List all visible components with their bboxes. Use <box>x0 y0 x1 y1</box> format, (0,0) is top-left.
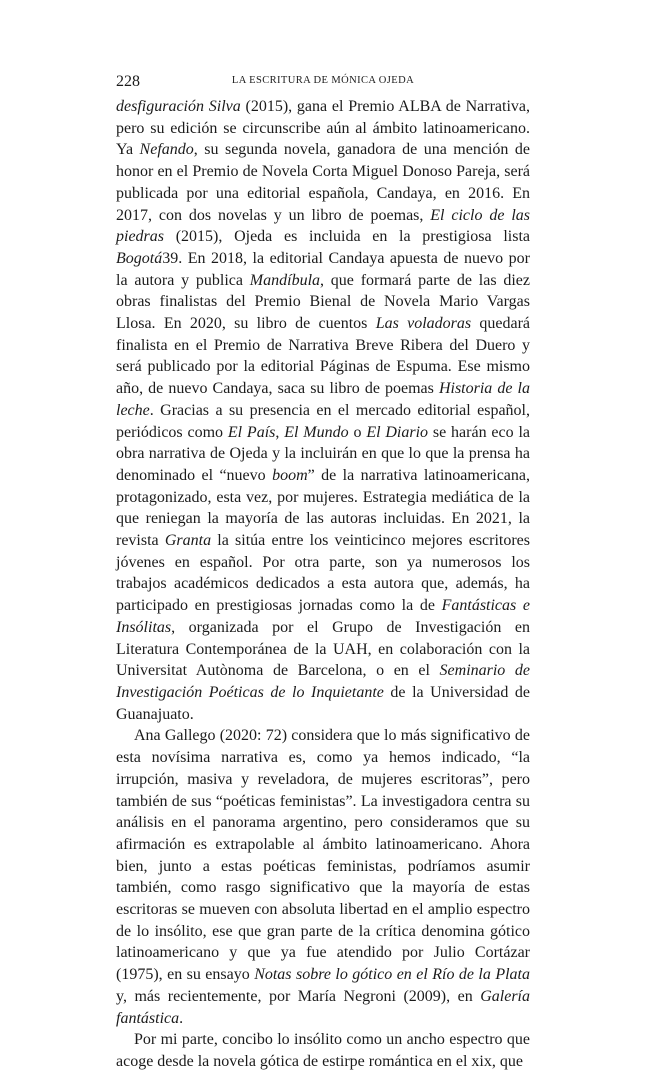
running-title: LA ESCRITURA DE MÓNICA OJEDA <box>231 75 415 86</box>
italic-run: Mandíbula <box>249 271 321 289</box>
text-run: Por mi parte, concibo lo insólito como un ancho espectro que acoge desde la novela gótica de estirpe romántica en el xix, que <box>116 1031 530 1070</box>
text-run: Ana Gallego (2020: 72) considera que lo más significativo de esta novísima narrativa es, como ya hemos indicado, “la irrupción, masiva y reveladora, de mujeres escritoras”, pero también de sus “poéticas feministas”. La investigadora centra su análisis en el panorama argentino, pero consideramos que su afirmación es extrapolable al ámbito latinoamericano. Ahora bien, junto a estas poéticas feministas, podríamos asumir también, como rasgo significativo que la mayoría de estas escritoras se mueven con absoluta libertad en el amplio espectro de lo insólito, ese que gran parte de la crítica denomina gótico latinoamericano y que ya fue atendido por Julio Cortázar (1975), en su ensayo <box>116 727 530 984</box>
italic-run: Galería fantástica <box>116 987 530 1027</box>
text-run: , organizada por el Grupo de Investigación en Literatura Contemporánea de la UAH, en colaboración con la Universitat Autònoma de Barcelona, o en el <box>116 618 530 680</box>
italic-run: Bogotá <box>116 249 163 267</box>
italic-run: El Mundo <box>284 423 349 441</box>
text-run: de la Universidad de Guanajuato. <box>116 683 530 723</box>
paragraph-2 <box>116 725 530 1029</box>
text-run: , <box>275 423 285 441</box>
italic-run: Fantásticas e Insólitas <box>116 597 531 636</box>
text-run: quedará finalista en el Premio de Narrativa Breve Ribera del Duero y será publicado por la editorial Páginas de Espuma. Ese mismo año, de nuevo Candaya, saca su libro de poemas <box>116 315 531 398</box>
italic-run: El ciclo de las piedras <box>116 206 530 246</box>
page-header <box>116 72 530 92</box>
text-run: (2015), gana el Premio ALBA de Narrativa, pero su edición se circunscribe aún al ámbito latinoamericano. Ya <box>116 98 531 159</box>
text-run: . Gracias a su presencia en el mercado editorial español, periódicos como <box>116 401 530 441</box>
text-run: . <box>179 1009 184 1027</box>
italic-run: desfiguración Silva <box>116 98 241 115</box>
text-run: , que formará parte de las diez obras finalistas del Premio Bienal de Novela Mario Vargas Llosa. En 2020, su libro de cuentos <box>116 271 531 333</box>
text-run: la sitúa entre los veinticinco mejores escritores jóvenes en español. Por otra parte, son ya numerosos los trabajos académicos dedicados a esta autora que, además, ha participado en prestigiosas jornadas como la de <box>116 532 530 615</box>
page-number: 228 <box>116 73 140 90</box>
italic-run: El Diario <box>366 423 429 441</box>
italic-run: Nefando <box>139 141 194 159</box>
text-run: ” de la narrativa latinoamericana, protagonizado, esta vez, por mujeres. Estrategia mediática de la que reniegan la mayoría de las autoras incluidas. En 2021, la revista <box>116 466 531 550</box>
italic-run: Seminario de Investigación Poéticas de lo Inquietante <box>116 662 531 701</box>
paragraph-1 <box>116 96 530 725</box>
text-run: 39. En 2018, la editorial Candaya apuesta de nuevo por la autora y publica <box>116 249 530 289</box>
italic-run: Granta <box>164 532 212 550</box>
body-text <box>116 96 530 1073</box>
text-run: y, más recientemente, por María Negroni (2009), en <box>116 987 481 1005</box>
text-run: o <box>348 423 367 441</box>
text-run: se harán eco la obra narrativa de Ojeda y la incluirán en que lo que la prensa ha denominado el “nuevo <box>116 423 531 484</box>
paragraph-3 <box>116 1029 530 1072</box>
italic-run: El País <box>227 423 276 441</box>
italic-run: boom <box>272 466 308 484</box>
italic-run: Notas sobre lo gótico en el Río de la Plata <box>254 966 530 984</box>
text-run: , su segunda novela, ganadora de una mención de honor en el Premio de Novela Corta Miguel Donoso Pareja, será publicada por una editorial española, Candaya, en 2016. En 2017, con dos novelas y un libro de poemas, <box>116 141 530 224</box>
italic-run: Historia de la leche <box>116 380 531 419</box>
italic-run: Las voladoras <box>375 315 472 333</box>
text-run: (2015), Ojeda es incluida en la prestigiosa lista <box>164 228 530 246</box>
